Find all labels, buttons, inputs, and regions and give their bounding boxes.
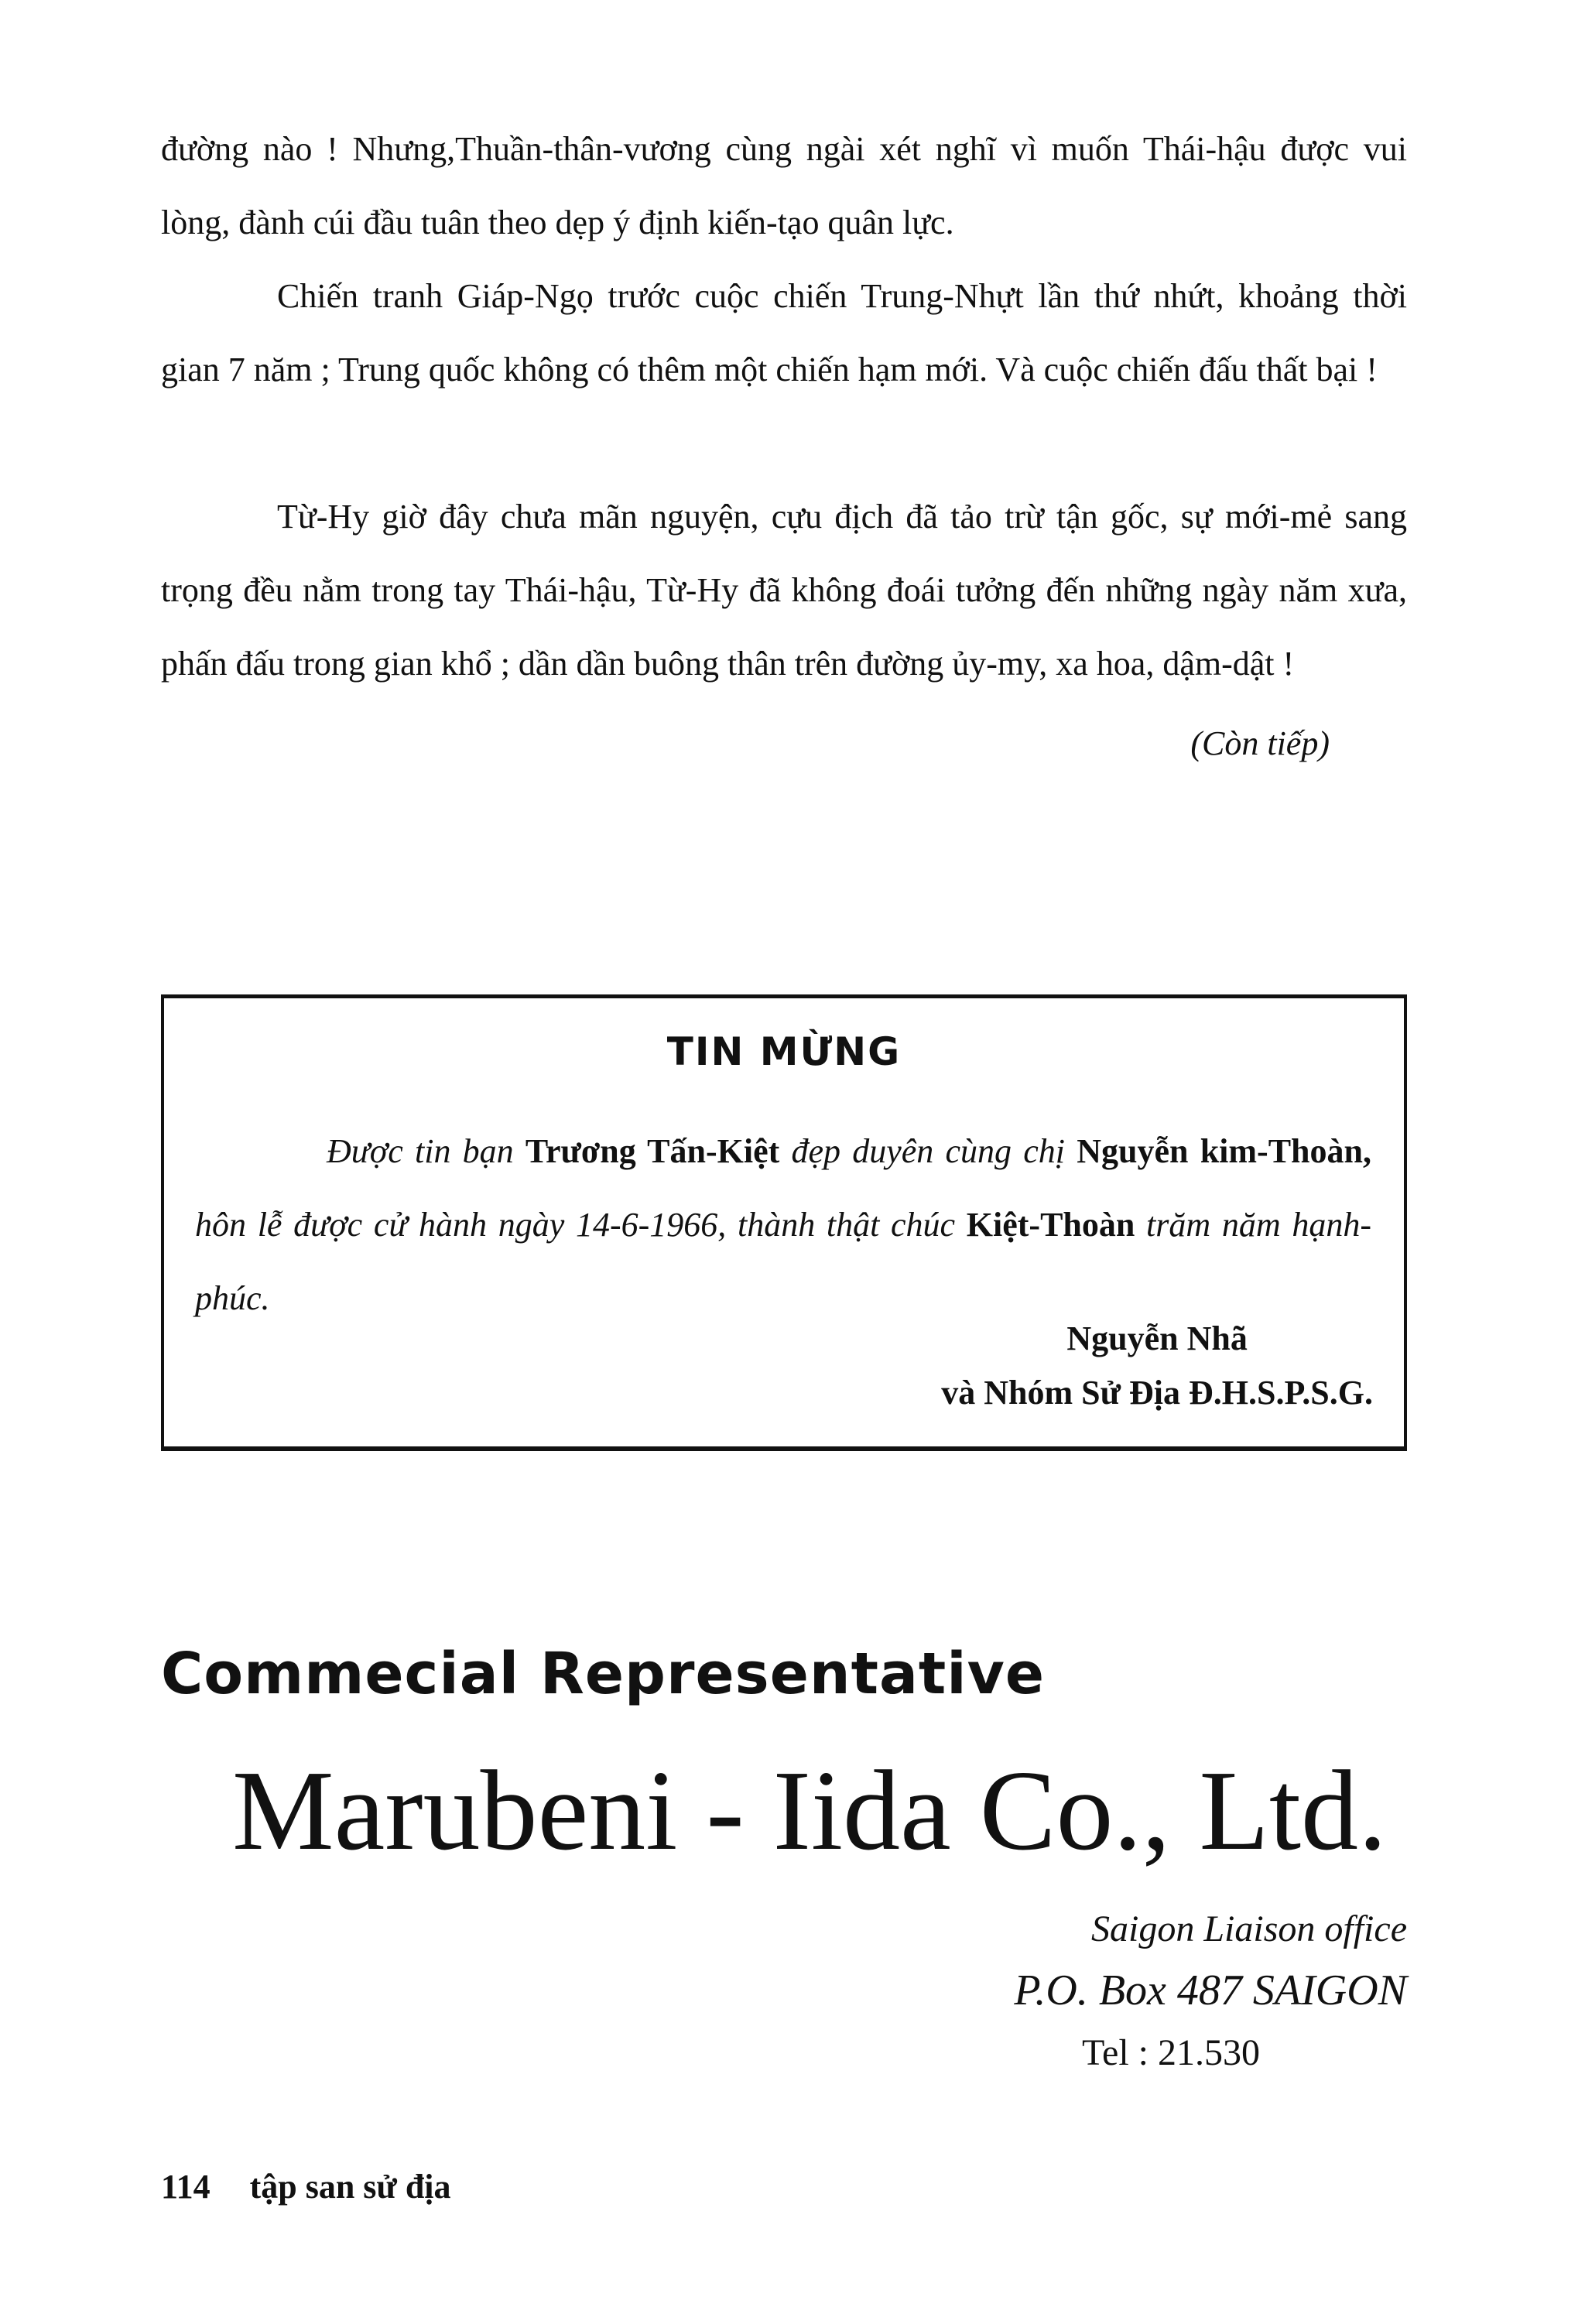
ad-po-box: P.O. Box 487 SAIGON (1014, 1966, 1407, 2014)
article-paragraph-2: Chiến tranh Giáp-Ngọ trước cuộc chiến Trung-Nhựt lần thứ nhứt, khoảng thời gian 7 năm ; Trung quốc không có thêm một chiến hạm mới. Và cuộc chiến đấu thất bại ! (161, 277, 1407, 388)
ad-company-name: Marubeni - Iida Co., Ltd. (232, 1747, 1387, 1874)
wedding-notice-box (161, 994, 1407, 1451)
signature-name: Nguyễn Nhã (1066, 1319, 1248, 1357)
notice-body (195, 1114, 1371, 1335)
article-paragraph-3: Từ-Hy giờ đây chưa mãn nguyện, cựu địch đã tảo trừ tận gốc, sự mới-mẻ sang trọng đều nằm trong tay Thái-hậu, Từ-Hy đã không đoái tưởng đến những ngày năm xưa, phấn đấu trong gian khổ ; dần dần buông thân trên đường ủy-my, xa hoa, dậm-dật ! (161, 498, 1407, 683)
groom-name: Trương Tấn-Kiệt (525, 1132, 780, 1170)
page-footer (161, 2167, 451, 2206)
bride-name: Nguyễn kim-Thoàn, (1077, 1132, 1371, 1170)
notice-title: TIN MỪNG (666, 1029, 902, 1074)
ad-office: Saigon Liaison office (1091, 1908, 1407, 1949)
couple-name: Kiệt-Thoàn (966, 1206, 1135, 1244)
notice-text: hôn lễ được cử hành ngày 14-6-1966, thành thật chúc (195, 1206, 967, 1244)
ad-telephone: Tel : 21.530 (1082, 2032, 1260, 2073)
notice-text: trăm năm hạnh-phúc. (195, 1206, 1371, 1317)
notice-signature (941, 1312, 1373, 1420)
notice-text: Được tin bạn (327, 1132, 525, 1170)
page-number: 114 (161, 2168, 211, 2206)
notice-text: đẹp duyên cùng chị (779, 1132, 1077, 1170)
publication-name: tập san sử địa (249, 2168, 451, 2206)
to-be-continued-note: (Còn tiếp) (1190, 724, 1330, 762)
ad-heading: Commecial Representative (161, 1641, 1046, 1707)
signature-group: và Nhóm Sử Địa Đ.H.S.P.S.G. (941, 1374, 1373, 1412)
article-paragraph-1: đường nào ! Nhưng,Thuần-thân-vương cùng ngài xét nghĩ vì muốn Thái-hậu được vui lòng, đành cúi đầu tuân theo dẹp ý định kiến-tạo quân lực. (161, 130, 1407, 241)
